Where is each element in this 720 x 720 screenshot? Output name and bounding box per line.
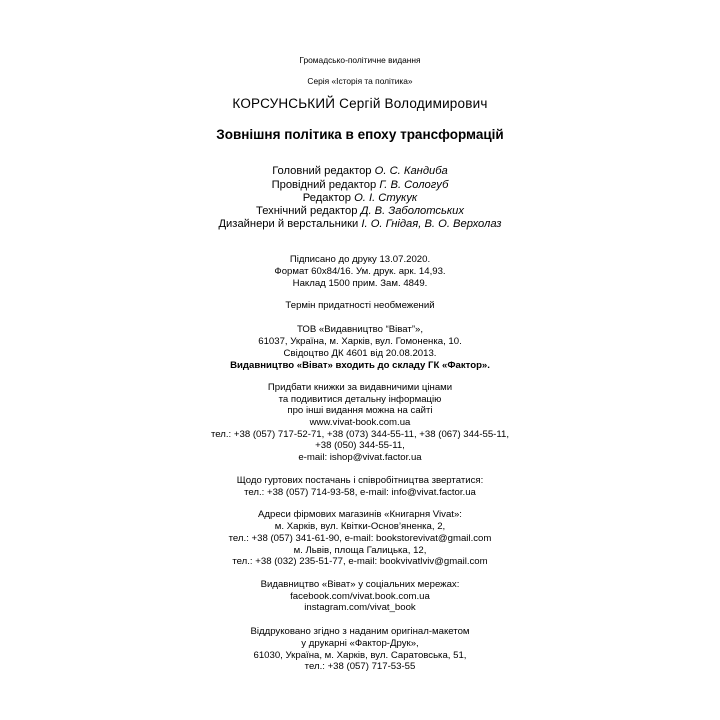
- facebook-link[interactable]: facebook.com/vivat.book.com.ua: [290, 591, 430, 602]
- credit-designers: Дизайнери й верстальники І. О. Гнідая, В. О. Верхолаз: [218, 218, 502, 230]
- shop-email[interactable]: e-mail: ishop@vivat.factor.ua: [298, 452, 422, 463]
- credit-editor: Редактор О. І. Стукук: [302, 192, 418, 204]
- credit-tech-editor: Технічний редактор Д. В. Заболотських: [255, 205, 464, 217]
- print-format: Формат 60х84/16. Ум. друк. арк. 14,93.: [274, 266, 446, 277]
- social-heading: Видавництво «Віват» у соціальних мережах:: [260, 579, 460, 590]
- store-kharkiv-address: м. Харків, вул. Квітки-Основ’яненка, 2,: [274, 521, 446, 532]
- store-kharkiv-contacts: тел.: +38 (057) 341-61-90, e-mail: bookstorevivat@gmail.com: [228, 533, 492, 544]
- printer-phone: тел.: +38 (057) 717-53-55: [304, 661, 416, 672]
- edition-type: Громадсько-політичне видання: [299, 55, 421, 65]
- website-link[interactable]: www.vivat-book.com.ua: [309, 417, 411, 428]
- store-lviv-contacts: тел.: +38 (032) 235-51-77, e-mail: bookvivatlviv@gmail.com: [232, 556, 488, 567]
- signed-to-print: Підписано до друку 13.07.2020.: [289, 254, 431, 265]
- book-title: Зовнішня політика в епоху трансформацій: [216, 127, 504, 142]
- printer-address: 61030, Україна, м. Харків, вул. Саратовська, 51,: [253, 650, 467, 661]
- author-name: КОРСУНСЬКИЙ Сергій Володимирович: [232, 96, 488, 111]
- publisher-name: ТОВ «Видавництво “Віват”»,: [296, 324, 424, 335]
- shelf-life: Термін придатності необмежений: [285, 300, 435, 311]
- publisher-group-note: Видавництво «Віват» входить до складу ГК «Фактор».: [230, 360, 490, 371]
- credit-lead-editor: Провідний редактор Г. В. Сологуб: [271, 179, 449, 191]
- publisher-address: 61037, Україна, м. Харків, вул. Гомоненка, 10.: [258, 336, 462, 347]
- publisher-certificate: Свідоцтво ДК 4601 від 20.08.2013.: [283, 348, 437, 359]
- series-label: Серія «Історія та політика»: [307, 76, 413, 86]
- buy-info-line-3: про інші видання можна на сайті: [287, 405, 433, 416]
- credit-chief-editor: Головний редактор О. С. Кандиба: [272, 165, 448, 177]
- wholesale-line-1: Щодо гуртових постачань і співробітництва звертатися:: [236, 475, 484, 486]
- store-lviv-address: м. Львів, площа Галицька, 12,: [293, 545, 427, 556]
- printer-line-1: Віддруковано згідно з наданим оригінал-макетом: [250, 626, 470, 637]
- shop-phones: тел.: +38 (057) 717-52-71, +38 (073) 344-55-11, +38 (067) 344-55-11,: [210, 429, 510, 440]
- printer-line-2: у друкарні «Фактор-Друк»,: [301, 638, 419, 649]
- buy-info-line-2: та подивитися детальну інформацію: [278, 394, 442, 405]
- stores-heading: Адреси фірмових магазинів «Книгарня Vivat»:: [258, 509, 462, 520]
- wholesale-contacts: тел.: +38 (057) 714-93-58, e-mail: info@vivat.factor.ua: [244, 487, 476, 498]
- instagram-link[interactable]: instagram.com/vivat_book: [304, 602, 416, 613]
- shop-phones-cont: +38 (050) 344-55-11,: [315, 440, 405, 451]
- print-run: Наклад 1500 прим. Зам. 4849.: [292, 278, 428, 289]
- buy-info-line-1: Придбати книжки за видавничими цінами: [267, 382, 453, 393]
